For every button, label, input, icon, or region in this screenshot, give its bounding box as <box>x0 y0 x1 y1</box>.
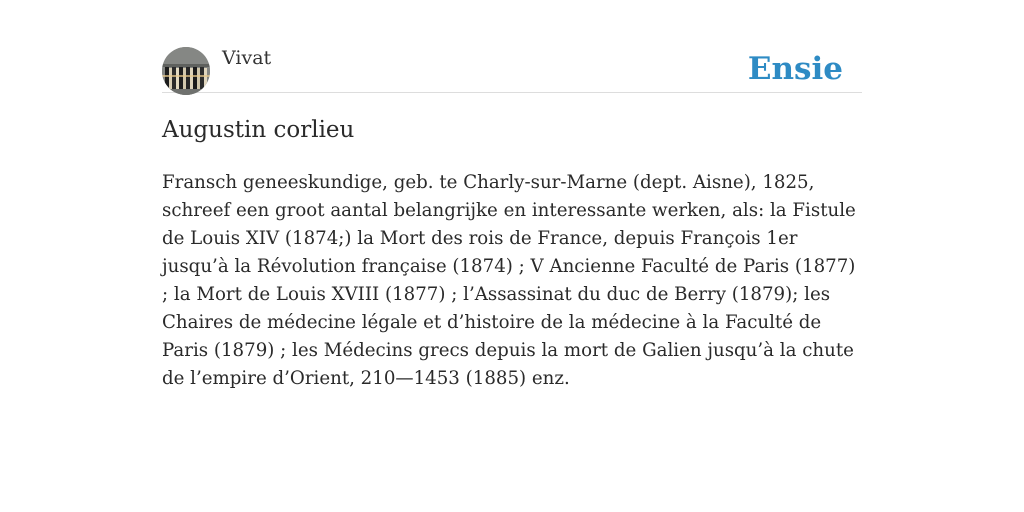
header <box>162 46 862 93</box>
brand-logo-link[interactable]: Ensie <box>747 51 843 87</box>
avatar[interactable] <box>162 47 210 95</box>
author-name[interactable]: Vivat <box>222 47 272 69</box>
article-body: Fransch geneeskundige, geb. te Charly-sur-Marne (dept. Aisne), 1825, schreef een groot aantal belangrijke en interessante werken, als: la Fistule de Louis XIV (1874;) la Mort des rois de France, depuis François 1er jusqu’à la Révolution française (1874) ; V Ancienne Faculté de Paris (1877) ; la Mort de Louis XVIII (1877) ; l’Assassinat du duc de Berry (1879); les Chaires de médecine légale et d’histoire de la médecine à la Faculté de Paris (1879) ; les Médecins grecs depuis la mort de Galien jusqu’à la chute de l’empire d’Orient, 210—1453 (1885) enz. <box>162 172 856 389</box>
article-title: Augustin corlieu <box>162 117 355 143</box>
bookshelf-avatar-icon <box>162 47 210 95</box>
